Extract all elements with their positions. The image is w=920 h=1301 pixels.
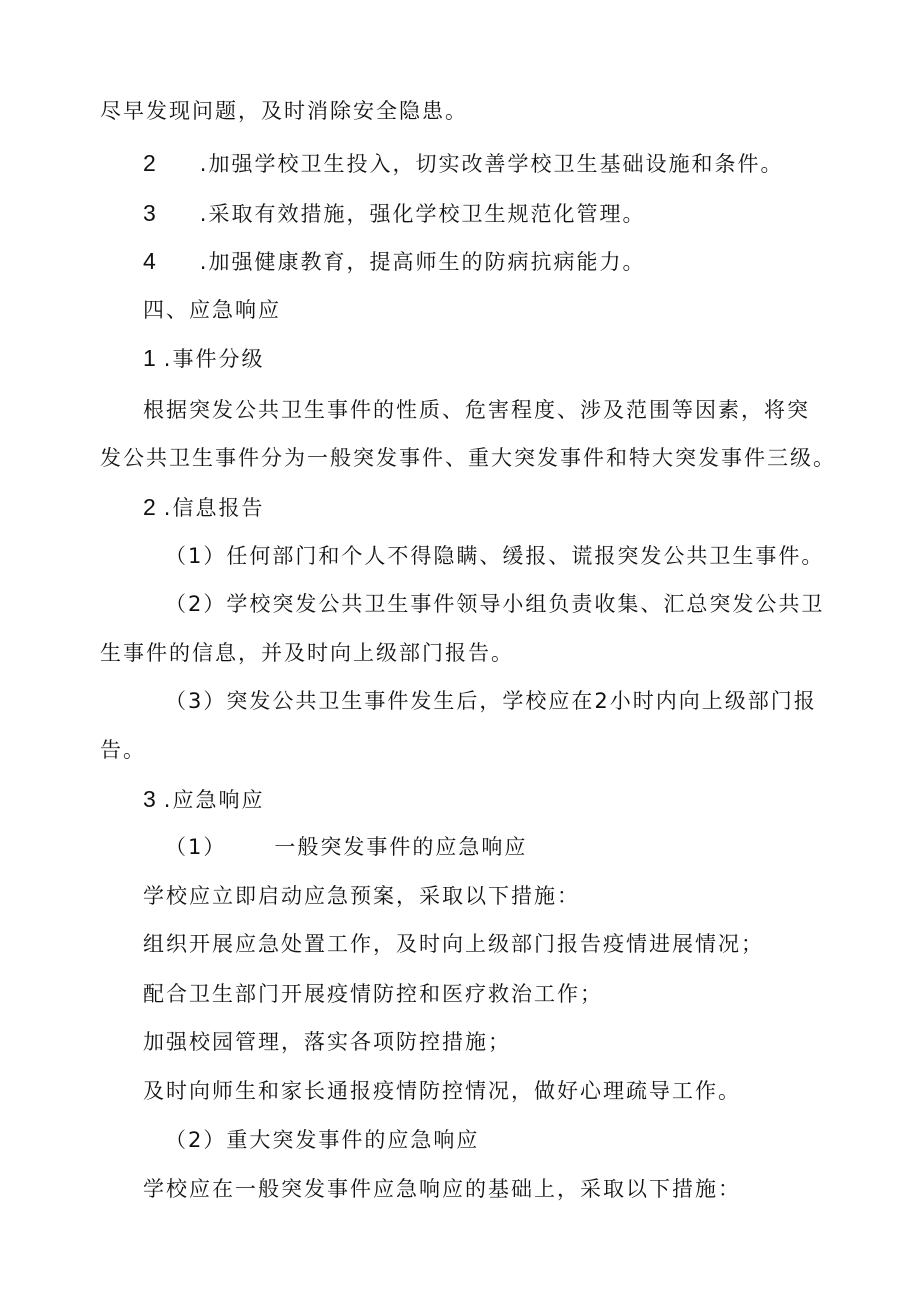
section-heading [143,295,281,325]
line-text: 加强校园管理，落实各项防控措施； [143,1030,511,1054]
paragraph-line [143,1027,511,1057]
line-text: 学校应立即启动应急预案，采取以下措施： [143,884,580,908]
line-text: （1）任何部门和个人不得隐瞒、缓报、谎报突发公共卫生事件。 [165,544,825,568]
line-text: 生事件的信息，并及时向上级部门报告。 [100,641,514,665]
line-text: .应急响应 [163,788,265,812]
paragraph-line [143,1076,741,1106]
paragraph-line [143,1174,741,1204]
list-number: 2 [143,150,156,176]
paragraph-line [165,589,824,619]
subsection-heading [143,492,264,523]
line-text: （2）学校突发公共卫生事件领导小组负责收集、汇总突发公共卫 [165,592,825,616]
paragraph-line [165,541,824,571]
line-text: 四、应急响应 [143,298,281,322]
line-text: .事件分级 [163,347,265,371]
paragraph-line [143,979,603,1009]
list-item [143,148,783,179]
list-number: 1 [143,345,156,371]
paragraph-line [100,443,836,473]
list-number: 3 [143,786,156,812]
paragraph-line [100,96,468,126]
list-number: 3 [143,200,156,226]
line-text: .信息报告 [163,496,265,520]
line-text: （3）突发公共卫生事件发生后，学校应在2小时内向上级部门报 [165,689,817,713]
line-text: （1） [165,835,227,859]
line-text: 告。 [100,738,146,762]
line-text: 及时向师生和家长通报疫情防控情况，做好心理疏导工作。 [143,1079,741,1103]
list-item [143,246,645,277]
line-text: 学校应在一般突发事件应急响应的基础上，采取以下措施： [143,1177,741,1201]
line-text: 尽早发现问题，及时消除安全隐患。 [100,99,468,123]
list-number: 4 [143,248,156,274]
paragraph-line [143,929,764,959]
paragraph-line [100,735,146,765]
line-text: 发公共卫生事件分为一般突发事件、重大突发事件和特大突发事件三级。 [100,446,836,470]
line-text: 一般突发事件的应急响应 [274,835,528,859]
list-number: 2 [143,494,156,520]
line-text: 组织开展应急处置工作，及时向上级部门报告疫情进展情况； [143,932,764,956]
subsection-heading [143,343,264,374]
paragraph-line [165,686,817,716]
line-text: 配合卫生部门开展疫情防控和医疗救治工作； [143,982,603,1006]
list-item [143,198,645,229]
line-text: .采取有效措施，强化学校卫生规范化管理。 [199,202,646,226]
subsection-heading [143,784,264,815]
line-text: 根据突发公共卫生事件的性质、危害程度、涉及范围等因素，将突 [143,398,810,422]
line-text: （2）重大突发事件的应急响应 [165,1128,480,1152]
paragraph-line [100,638,514,668]
line-text: .加强学校卫生投入，切实改善学校卫生基础设施和条件。 [199,152,784,176]
subheading-line [165,832,527,862]
subheading-line [165,1125,479,1155]
paragraph-line [143,395,810,425]
paragraph-line [143,881,580,911]
line-text: .加强健康教育，提高师生的防病抗病能力。 [199,250,646,274]
